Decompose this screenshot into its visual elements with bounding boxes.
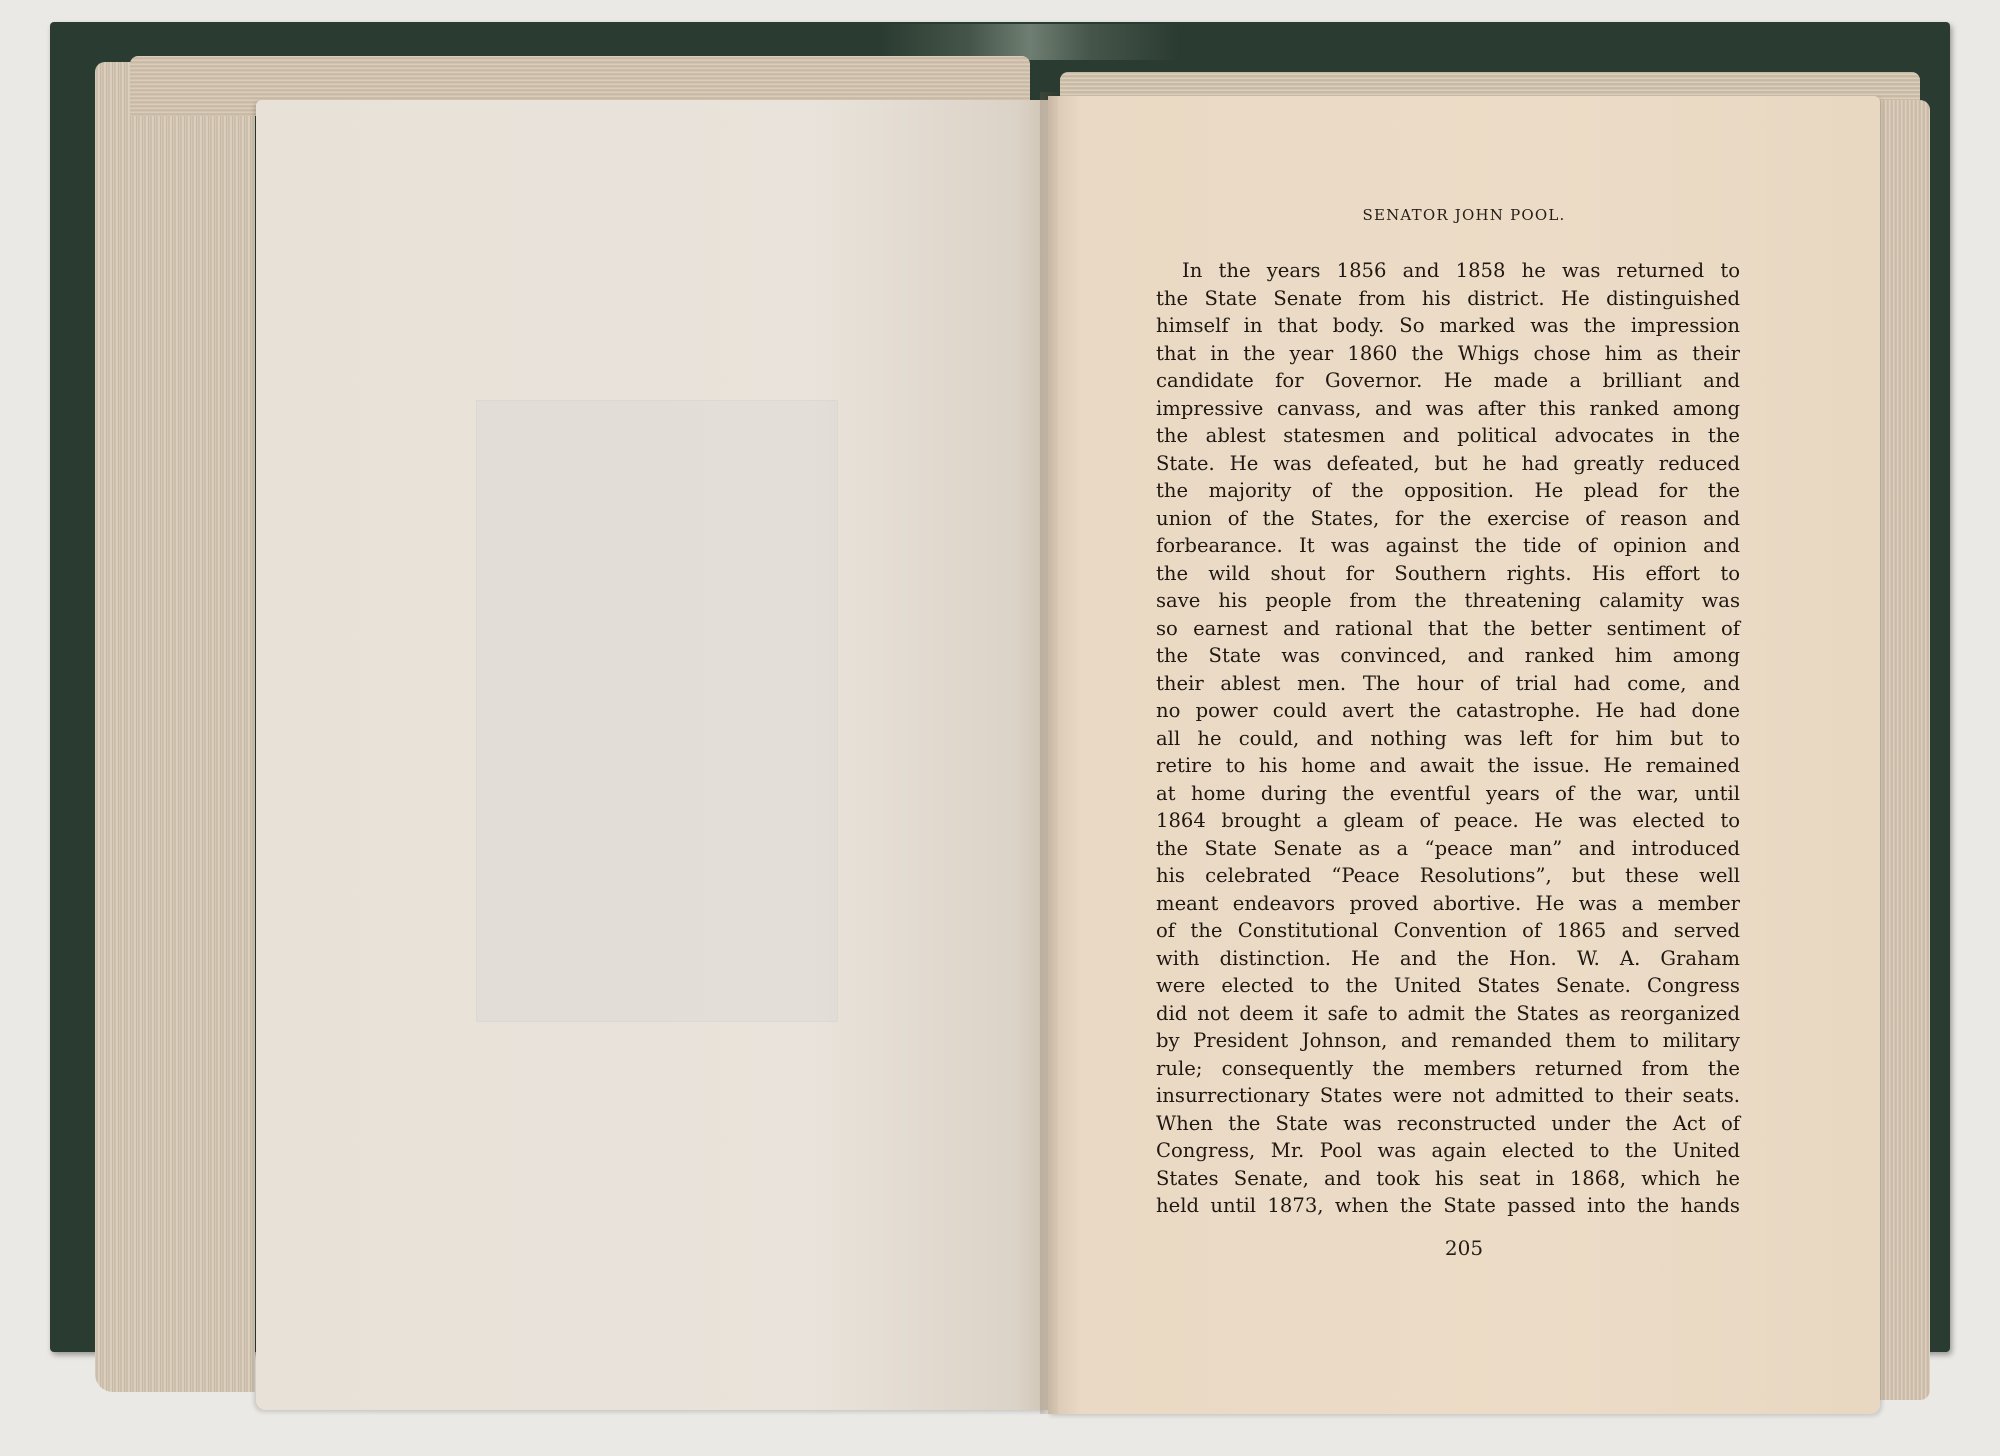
show-through-plate [476,400,838,1022]
text-line: candidate for Governor. He made a brilliant and [1156,369,1740,392]
text-line: the State was convinced, and ranked him among [1156,644,1740,667]
text-line: State. He was defeated, but he had greatly reduced [1156,451,1740,475]
text-line: save his people from the threatening calamity was [1156,589,1740,612]
text-line: the majority of the opposition. He plead for the [1156,479,1740,502]
text-line: himself in that body. So marked was the impression [1156,314,1740,337]
text-line: the wild shout for Southern rights. His effort to [1156,561,1740,585]
page-body-text [1156,257,1740,1220]
text-line: 1864 brought a gleam of peace. He was elected to [1156,809,1740,832]
text-line: his celebrated “Peace Resolutions”, but these well [1156,864,1740,887]
gutter-shadow [1040,92,1058,1414]
text-line: union of the States, for the exercise of reason and [1156,506,1740,530]
text-line: impressive canvass, and was after this ranked among [1156,396,1740,420]
text-line: meant endeavors proved abortive. He was a member [1156,891,1740,915]
text-line: retire to his home and await the issue. He remained [1156,754,1740,777]
page-number: 205 [1444,1236,1484,1260]
text-line: When the State was reconstructed under the Act of [1156,1111,1740,1135]
text-line: so earnest and rational that the better sentiment of [1156,616,1740,640]
text-line: at home during the eventful years of the war, until [1156,781,1740,805]
running-head: SENATOR JOHN POOL. [1362,206,1566,224]
text-line: the ablest statesmen and political advocates in the [1156,424,1740,447]
left-page-edges [95,62,255,1392]
text-line: did not deem it safe to admit the States as reorganized [1156,1001,1740,1025]
worn-spine [880,24,1180,60]
text-line: their ablest men. The hour of trial had come, and [1156,671,1740,695]
text-line: States Senate, and took his seat in 1868, which he [1156,1166,1740,1190]
text-line: forbearance. It was against the tide of opinion and [1156,534,1740,557]
text-line: the State Senate as a “peace man” and introduced [1156,836,1740,860]
text-line: the State Senate from his district. He distinguished [1156,286,1740,310]
text-line: In the years 1856 and 1858 he was returned to [1182,259,1740,282]
text-line: Congress, Mr. Pool was again elected to the United [1156,1139,1740,1162]
left-page [256,100,1048,1410]
text-line: no power could avert the catastrophe. He had done [1156,699,1740,722]
text-line: of the Constitutional Convention of 1865 and served [1156,919,1740,942]
text-line: were elected to the United States Senate. Congress [1156,974,1740,997]
text-line: held until 1873, when the State passed into the hands [1156,1194,1740,1217]
text-line: with distinction. He and the Hon. W. A. Graham [1156,946,1740,970]
text-line: by President Johnson, and remanded them to military [1156,1029,1740,1052]
text-line: that in the year 1860 the Whigs chose him as their [1156,341,1740,365]
text-line: all he could, and nothing was left for him but to [1156,726,1740,750]
text-line: rule; consequently the members returned from the [1156,1056,1740,1080]
text-line: insurrectionary States were not admitted to their seats. [1156,1084,1740,1107]
